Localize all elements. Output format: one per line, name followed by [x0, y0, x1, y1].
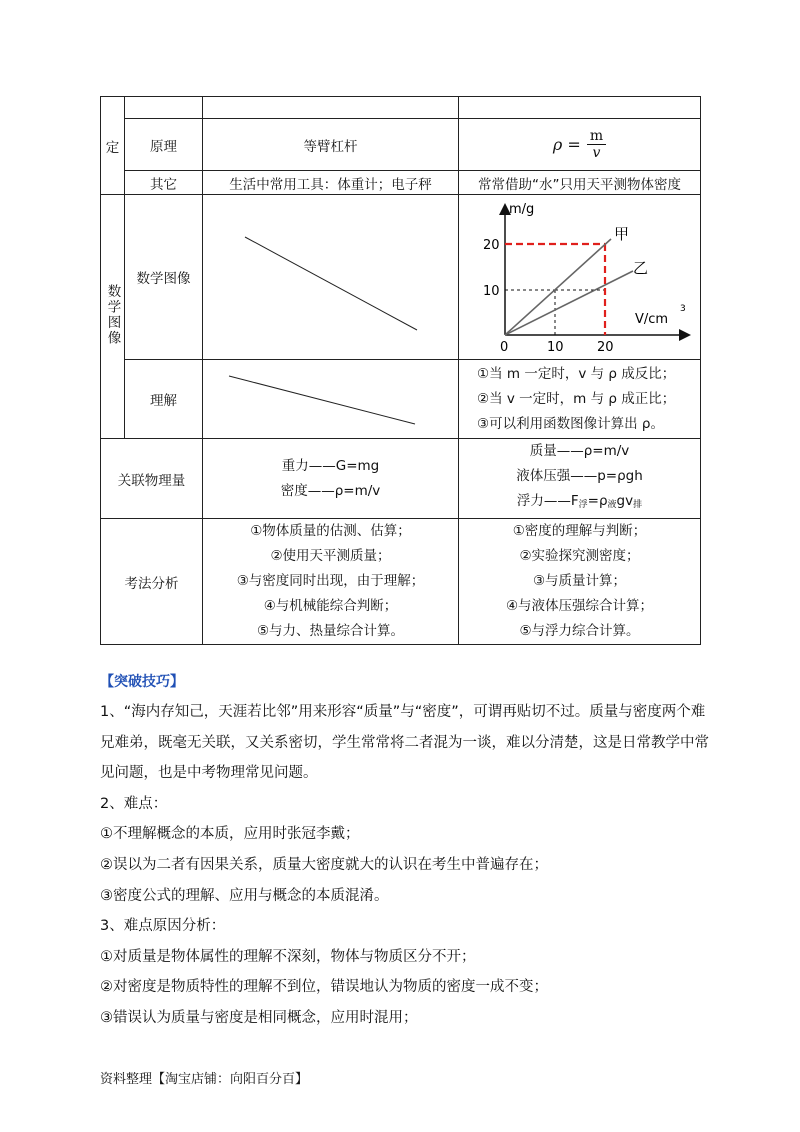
- formula-fraction: [587, 128, 606, 161]
- density-understanding-cell: [459, 360, 701, 439]
- related-mass-cell: [203, 439, 459, 519]
- buoyancy-formula: 浮力$——F_浮=\rho_液gv_排$: [516, 493, 643, 510]
- exam-item: ④与机械能综合判断；: [263, 598, 398, 614]
- qita-density: 常常借助“水”只用天平测物体密度: [459, 171, 701, 195]
- formula-denominator: v: [592, 145, 601, 161]
- body-text: [100, 697, 710, 1034]
- yuanli-label: 原理: [125, 119, 203, 171]
- related-label: 关联物理量: [101, 439, 203, 519]
- yuanli-density: [459, 119, 701, 171]
- mass-understanding-cell: [203, 360, 459, 439]
- understanding-label: 理解: [125, 360, 203, 439]
- paragraph: 2、难点：: [100, 795, 168, 812]
- density-graph-cell: [459, 195, 701, 360]
- x-tick-10: 10: [547, 340, 564, 355]
- blank-mass-cell: [203, 97, 459, 119]
- paragraph: ①不理解概念的本质，应用时张冠李戴；: [100, 826, 360, 843]
- related-item: 重力——G=mg: [281, 457, 380, 474]
- related-item: 密度——ρ=m/v: [280, 482, 381, 499]
- formula-lhs: ρ =: [552, 135, 581, 154]
- paragraph: ③错误认为质量与密度是相同概念，应用时混用；: [100, 1009, 418, 1026]
- understanding-point: ①当 m 一定时，v 与 ρ 成反比；: [477, 365, 676, 382]
- y-tick-10: 10: [483, 284, 500, 299]
- paragraph: ②误以为二者有因果关系，质量大密度就大的认识在考生中普遍存在；: [100, 856, 548, 873]
- exam-item: ③与质量计算；: [532, 573, 627, 589]
- x-axis-label-sup: 3: [680, 304, 686, 314]
- exam-item: ①密度的理解与判断；: [512, 523, 647, 539]
- understanding-point: ②当 v 一定时，m 与 ρ 成正比；: [477, 390, 676, 407]
- related-item: 液体压强——p=ρgh: [516, 468, 643, 484]
- related-density-cell: [459, 439, 701, 519]
- exam-item: ⑤与力、热量综合计算。: [256, 623, 405, 639]
- x-tick-0: 0: [500, 340, 509, 355]
- x-axis-label: V/cm: [635, 312, 669, 327]
- series-jia-line: [505, 239, 611, 335]
- y-tick-20: 20: [483, 238, 500, 253]
- exam-item: ①物体质量的估测、估算；: [250, 523, 411, 539]
- density-formula: [553, 128, 606, 161]
- paragraph: 1、“海内存知己，天涯若比邻”用来形容“质量”与“密度”，可谓再贴切不过。质量与密度两个难兄难弟，既毫无关联，又关系密切，学生常常将二者混为一谈，难以分清楚，这是日常教学中常见问题，也是中考物理常见问题。: [100, 704, 709, 782]
- section-heading: 【突破技巧】: [100, 674, 184, 690]
- paragraph: ②对密度是物质特性的理解不到位，错误地认为物质的密度一成不变；: [100, 979, 548, 996]
- series-yi-line: [505, 271, 633, 335]
- density-chart: [459, 195, 701, 355]
- qita-label: 其它: [125, 171, 203, 195]
- exam-mass-cell: [203, 519, 459, 645]
- ding-label: 定: [105, 139, 120, 156]
- series-jia-label: 甲: [614, 225, 630, 243]
- comparison-table: [100, 96, 701, 645]
- mass-graph-cell: [203, 195, 459, 360]
- qita-mass: 生活中常用工具：体重计；电子秤: [203, 171, 459, 195]
- exam-label: 考法分析: [101, 519, 203, 645]
- exam-item: ③与密度同时出现，由于理解；: [236, 573, 425, 589]
- blank-label-cell: [125, 97, 203, 119]
- understanding-line: [229, 376, 415, 424]
- blank-density-cell: [459, 97, 701, 119]
- page-footer: 资料整理【淘宝店铺：向阳百分百】: [100, 1072, 309, 1087]
- exam-item: ④与液体压强综合计算；: [505, 598, 654, 614]
- understanding-point: ③可以利用函数图像计算出 ρ。: [477, 415, 664, 432]
- graph-group-cell: [101, 195, 125, 439]
- exam-item: ②实验探究测密度；: [519, 548, 640, 564]
- graph-group-label: 数学图像: [104, 283, 121, 346]
- x-tick-20: 20: [597, 340, 614, 355]
- related-item: 质量——ρ=m/v: [529, 443, 630, 459]
- exam-density-cell: [459, 519, 701, 645]
- yuanli-mass: 等臂杠杆: [203, 119, 459, 171]
- exam-item: ⑤与浮力综合计算。: [519, 623, 640, 639]
- ding-group-cell: [101, 97, 125, 195]
- mass-understanding-graph: [203, 360, 459, 434]
- formula-numerator: m: [587, 128, 606, 145]
- mass-graph-line: [245, 237, 417, 330]
- paragraph: ①对质量是物体属性的理解不深刻，物体与物质区分不开；: [100, 948, 476, 965]
- mass-graph: [203, 195, 459, 355]
- graph-row-label: 数学图像: [125, 195, 203, 360]
- exam-item: ②使用天平测质量；: [270, 548, 391, 564]
- y-axis-label: m/g: [509, 202, 535, 217]
- series-yi-label: 乙: [633, 259, 649, 277]
- paragraph: 3、难点原因分析：: [100, 918, 226, 935]
- paragraph: ③密度公式的理解、应用与概念的本质混淆。: [100, 887, 389, 904]
